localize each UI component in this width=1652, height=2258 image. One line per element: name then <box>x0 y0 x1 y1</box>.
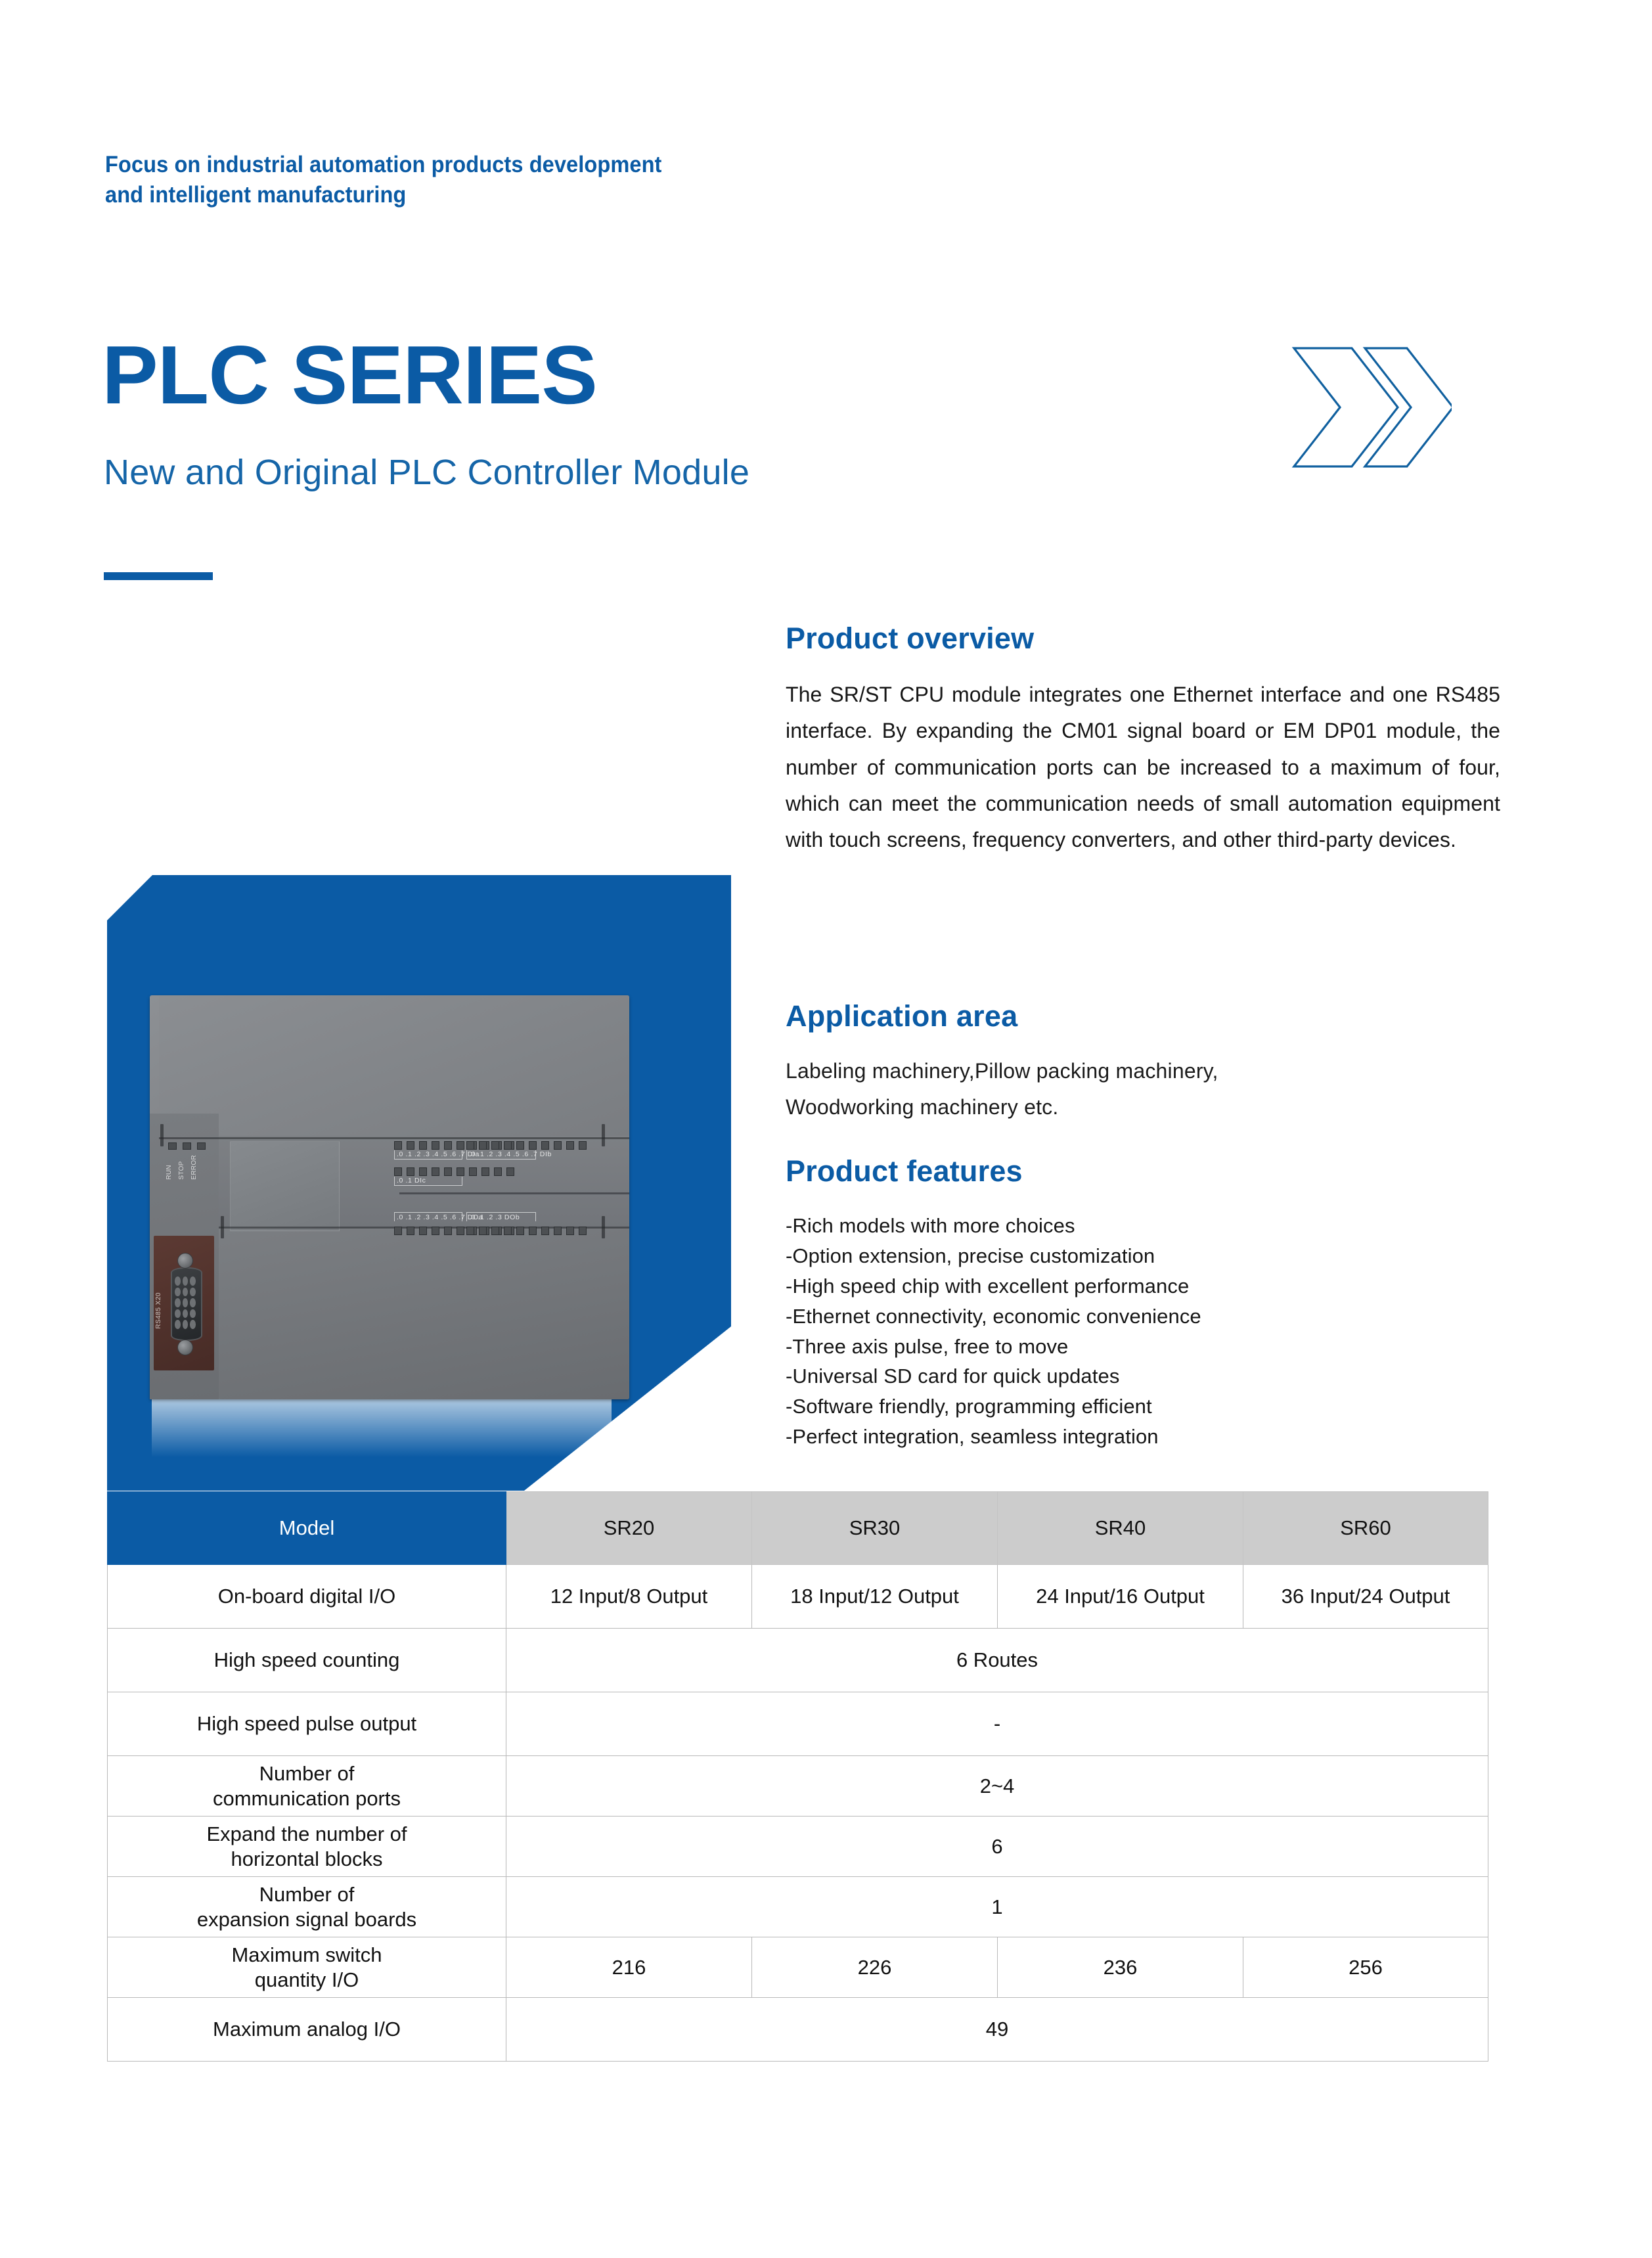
feature-item: -Three axis pulse, free to move <box>786 1334 1069 1358</box>
run-led <box>168 1142 177 1150</box>
row-label: On-board digital I/O <box>108 1565 506 1629</box>
stop-label: STOP <box>178 1161 185 1180</box>
row-value: 236 <box>998 1937 1243 1998</box>
dic-pin-row <box>394 1167 514 1176</box>
status-led-labels <box>166 1155 198 1180</box>
rs485-port-label: RS485 X20 <box>155 1292 162 1329</box>
stop-led <box>183 1142 191 1150</box>
header-model: Model <box>108 1492 506 1565</box>
feature-item: -Universal SD card for quick updates <box>786 1365 1120 1388</box>
specifications-table <box>107 1491 1488 2062</box>
row-label <box>108 1817 506 1877</box>
row-label <box>108 1756 506 1817</box>
company-tagline <box>105 150 899 210</box>
db9-screw-bottom <box>177 1340 193 1355</box>
feature-item: -Perfect integration, seamless integration <box>786 1425 1159 1449</box>
status-led-row <box>168 1142 206 1150</box>
db9-pins <box>175 1276 196 1329</box>
row-value: 226 <box>752 1937 998 1998</box>
run-label: RUN <box>166 1165 173 1180</box>
tagline-line-2: and intelligent manufacturing <box>105 182 407 208</box>
table-row <box>108 1998 1488 2062</box>
tagline-line-1: Focus on industrial automation products development <box>105 152 662 177</box>
row-value: 36 Input/24 Output <box>1243 1565 1488 1629</box>
product-features-heading: Product features <box>786 1154 1023 1188</box>
table-header-row <box>108 1492 1488 1565</box>
feature-item: -Ethernet connectivity, economic convenience <box>786 1304 1201 1328</box>
feature-item: -Software friendly, programming efficient <box>786 1395 1152 1418</box>
db9-screw-top <box>177 1253 193 1269</box>
row-value: - <box>506 1692 1488 1756</box>
table-row <box>108 1629 1488 1692</box>
row-value: 216 <box>506 1937 752 1998</box>
dic-terminal-label: .0 .1 DIc <box>394 1177 462 1186</box>
row-label-line-1: Expand the number of <box>206 1822 407 1845</box>
plc-module-illustration <box>150 995 629 1399</box>
row-label-line-2: horizontal blocks <box>231 1847 383 1870</box>
product-features-list <box>786 1211 1502 1452</box>
product-overview-body: The SR/ST CPU module integrates one Ethernet interface and one RS485 interface. By expanding the CM01 signal board or EM DP01 module, the number of communication ports can be increased to a maximum of four, which can meet the communication needs of small automation equipment with touch screens, frequency converters, and other third-party devices. <box>786 683 1500 852</box>
row-label-line-2: quantity I/O <box>254 1968 359 1991</box>
application-area-heading: Application area <box>786 999 1018 1033</box>
product-photo <box>107 875 731 1491</box>
dia-terminal-label: .0 .1 .2 .3 .4 .5 .6 .7 DIa <box>394 1150 462 1160</box>
row-value: 24 Input/16 Output <box>998 1565 1243 1629</box>
row-value: 18 Input/12 Output <box>752 1565 998 1629</box>
row-label: Maximum analog I/O <box>108 1998 506 2062</box>
row-label <box>108 1937 506 1998</box>
page-title: PLC SERIES <box>102 328 597 421</box>
header-sr30: SR30 <box>752 1492 998 1565</box>
header-sr20: SR20 <box>506 1492 752 1565</box>
table-row <box>108 1937 1488 1998</box>
double-chevron-right-icon <box>1287 342 1452 473</box>
row-value: 49 <box>506 1998 1488 2062</box>
row-value: 12 Input/8 Output <box>506 1565 752 1629</box>
row-value: 6 <box>506 1817 1488 1877</box>
row-value: 6 Routes <box>506 1629 1488 1692</box>
dob-terminal-label: .0 .1 .2 .3 DOb <box>466 1212 536 1221</box>
header-sr40: SR40 <box>998 1492 1243 1565</box>
table-row <box>108 1877 1488 1937</box>
row-value: 1 <box>506 1877 1488 1937</box>
row-label-line-1: Number of <box>259 1761 355 1785</box>
row-label-line-2: communication ports <box>212 1786 401 1810</box>
product-overview-heading: Product overview <box>786 621 1035 655</box>
feature-item: -Option extension, precise customization <box>786 1244 1155 1267</box>
row-label <box>108 1877 506 1937</box>
dob-pin-row <box>466 1227 587 1235</box>
application-area-line-1: Labeling machinery,Pillow packing machinery, <box>786 1059 1218 1083</box>
title-underline-rule <box>104 572 213 580</box>
table-row <box>108 1756 1488 1817</box>
row-label: High speed pulse output <box>108 1692 506 1756</box>
row-value: 2~4 <box>506 1756 1488 1817</box>
doa-terminal-label: .0 .1 .2 .3 .4 .5 .6 .7 DOa <box>394 1212 462 1221</box>
feature-item: -High speed chip with excellent performance <box>786 1274 1190 1298</box>
dib-pin-row <box>466 1141 587 1150</box>
application-area-line-2: Woodworking machinery etc. <box>786 1095 1059 1119</box>
header-sr60: SR60 <box>1243 1492 1488 1565</box>
feature-item: -Rich models with more choices <box>786 1214 1075 1237</box>
row-value: 256 <box>1243 1937 1488 1998</box>
table-row <box>108 1565 1488 1629</box>
error-label: ERROR <box>190 1155 198 1180</box>
row-label-line-1: Number of <box>259 1882 355 1906</box>
page-subtitle: New and Original PLC Controller Module <box>104 453 750 492</box>
error-led <box>197 1142 206 1150</box>
photo-reflection <box>152 1394 612 1457</box>
row-label: High speed counting <box>108 1629 506 1692</box>
dib-terminal-label: .0 .1 .2 .3 .4 .5 .6 .7 DIb <box>466 1150 536 1160</box>
table-row <box>108 1817 1488 1877</box>
table-row <box>108 1692 1488 1756</box>
row-label-line-1: Maximum switch <box>231 1943 382 1966</box>
row-label-line-2: expansion signal boards <box>196 1907 417 1931</box>
